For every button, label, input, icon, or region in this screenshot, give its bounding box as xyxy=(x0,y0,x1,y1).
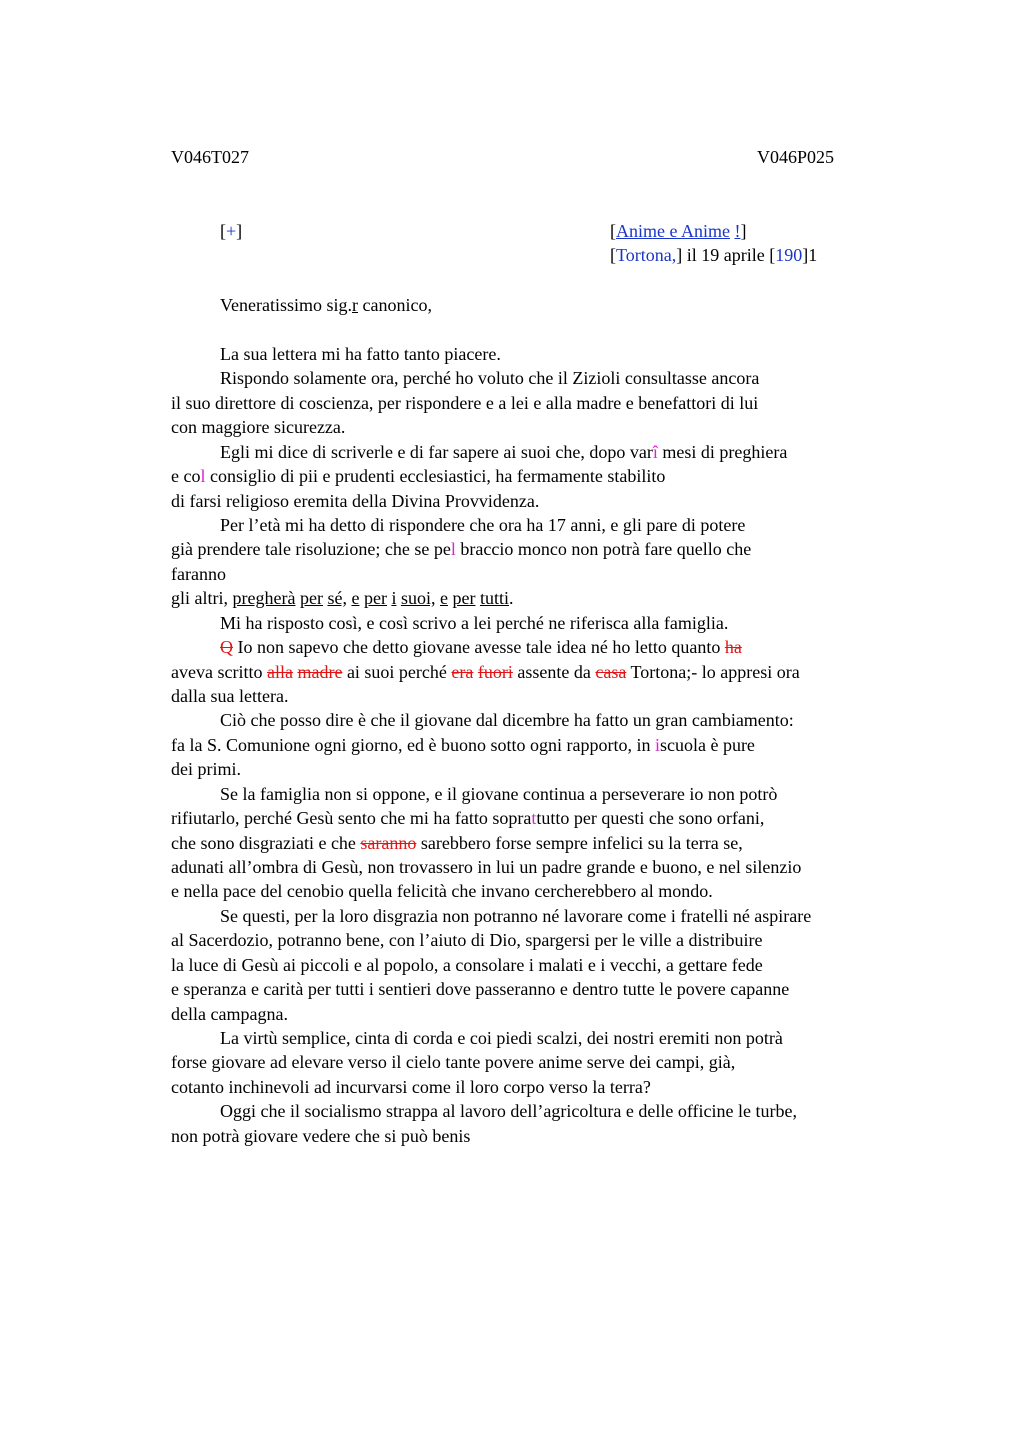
paragraph-3-line: e col consiglio di pii e prudenti ecclesiastici, ha fermamente stabilito xyxy=(171,466,666,486)
year-annotation: 190 xyxy=(775,245,803,265)
paragraph-4-line: già prendere tale risoluzione; che se pel braccio monco non potrà fare quello che xyxy=(171,539,752,559)
paragraph-10-line: forse giovare ad elevare verso il cielo tante povere anime serve dei campi, già, xyxy=(171,1052,736,1072)
paragraph-4-line: Per l’età mi ha detto di rispondere che ora ha 17 anni, e gli pare di potere xyxy=(220,515,746,535)
paragraph-6-line: Q Io non sapevo che detto giovane avesse tale idea né ho letto quanto ha xyxy=(220,637,742,657)
document-code-left: V046T027 xyxy=(171,147,249,167)
paragraph-7-line: dei primi. xyxy=(171,759,241,779)
letter-date-line: [Tortona,] il 19 aprile [190]1 xyxy=(610,245,818,265)
paragraph-3-line: Egli mi dice di scriverle e di far sapere ai suoi che, dopo varî mesi di preghiera xyxy=(220,442,788,462)
plus-link[interactable]: + xyxy=(226,221,237,241)
document-code-right: V046P025 xyxy=(757,147,835,167)
paragraph-8-line: rifiutarlo, perché Gesù sento che mi ha fatto soprattutto per questi che sono orfani, xyxy=(171,808,765,828)
paragraph-6-line: aveva scritto alla madre ai suoi perché era fuori assente da casa Tortona;- lo appresi ora xyxy=(171,662,800,682)
paragraph-9-line: Se questi, per la loro disgrazia non potranno né lavorare come i fratelli né aspirare xyxy=(220,906,812,926)
paragraph-3-line: di farsi religioso eremita della Divina Provvidenza. xyxy=(171,491,540,511)
paragraph-4-line: faranno xyxy=(171,564,226,584)
salutation: Veneratissimo sig.r canonico, xyxy=(220,295,432,315)
paragraph-8-line: che sono disgraziati e che saranno sarebbero forse sempre infelici su la terra se, xyxy=(171,833,743,853)
title-exclamation-link[interactable]: ! xyxy=(734,221,741,241)
paragraph-8-line: adunati all’ombra di Gesù, non trovassero in lui un padre grande e buono, e nel silenzio xyxy=(171,857,802,877)
paragraph-11-line: non potrà giovare vedere che si può benis xyxy=(171,1126,471,1146)
paragraph-2-line: Rispondo solamente ora, perché ho voluto che il Zizioli consultasse ancora xyxy=(220,368,760,388)
title-link[interactable]: Anime e Anime xyxy=(616,221,730,241)
paragraph-10-line: La virtù semplice, cinta di corda e coi piedi scalzi, dei nostri eremiti non potrà xyxy=(220,1028,783,1048)
paragraph-1: La sua lettera mi ha fatto tanto piacere. xyxy=(220,344,501,364)
paragraph-7-line: Ciò che posso dire è che il giovane dal dicembre ha fatto un gran cambiamento: xyxy=(220,710,794,730)
paragraph-7-line: fa la S. Comunione ogni giorno, ed è buono sotto ogni rapporto, in iscuola è pure xyxy=(171,735,755,755)
editorial-note-marker: [+] xyxy=(220,221,243,241)
paragraph-5: Mi ha risposto così, e così scrivo a lei perché ne riferisca alla famiglia. xyxy=(220,613,729,633)
paragraph-2-line: il suo direttore di coscienza, per rispondere e a lei e alla madre e benefattori di lui xyxy=(171,393,759,413)
paragraph-9-line: la luce di Gesù ai piccoli e al popolo, a consolare i malati e i vecchi, a gettare fede xyxy=(171,955,763,975)
place-annotation: Tortona, xyxy=(616,245,677,265)
paragraph-11-line: Oggi che il socialismo strappa al lavoro dell’agricoltura e delle officine le turbe, xyxy=(220,1101,797,1121)
paragraph-4-line: gli altri, pregherà per sé, e per i suoi, e per tutti. xyxy=(171,588,514,608)
paragraph-8-line: Se la famiglia non si oppone, e il giovane continua a perseverare io non potrò xyxy=(220,784,778,804)
paragraph-9-line: della campagna. xyxy=(171,1004,288,1024)
paragraph-10-line: cotanto inchinevoli ad incurvarsi come il loro corpo verso la terra? xyxy=(171,1077,651,1097)
paragraph-9-line: e speranza e carità per tutti i sentieri dove passeranno e dentro tutte le povere capanne xyxy=(171,979,790,999)
paragraph-2-line: con maggiore sicurezza. xyxy=(171,417,346,437)
paragraph-8-line: e nella pace del cenobio quella felicità che invano cercherebbero al mondo. xyxy=(171,881,713,901)
paragraph-6-line: dalla sua lettera. xyxy=(171,686,289,706)
paragraph-9-line: al Sacerdozio, potranno bene, con l’aiuto di Dio, spargersi per le ville a distribuire xyxy=(171,930,763,950)
letter-title: [Anime e Anime !] xyxy=(610,221,747,241)
